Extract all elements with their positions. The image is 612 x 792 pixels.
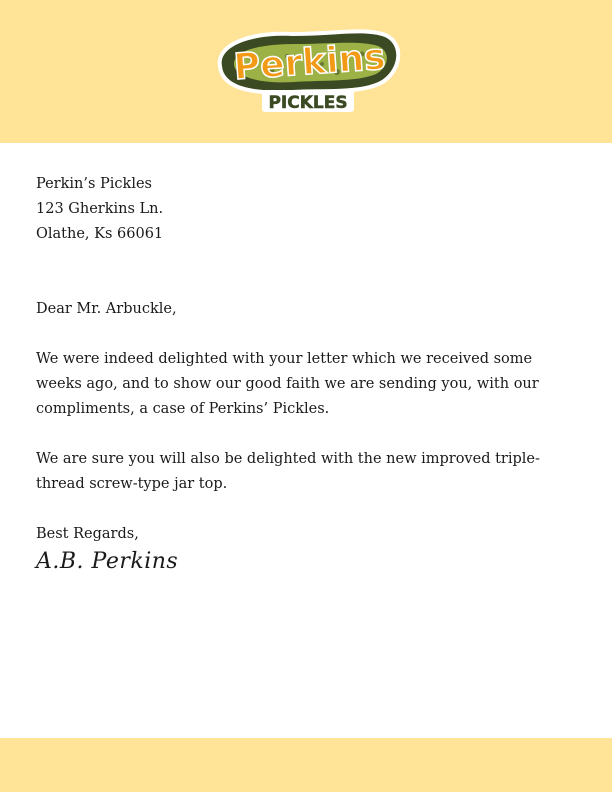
paragraph xyxy=(36,447,576,497)
letter-body xyxy=(36,172,576,577)
sender-address xyxy=(36,172,576,247)
address-line: Perkin’s Pickles xyxy=(36,176,152,192)
closing: Best Regards, xyxy=(36,526,139,542)
pickle-logo xyxy=(212,28,402,116)
logo-brand-text: Perkins xyxy=(232,36,387,89)
salutation: Dear Mr. Arbuckle, xyxy=(36,301,177,317)
paragraph-line: compliments, a case of Perkins’ Pickles. xyxy=(36,401,330,417)
signature: A.B. Perkins xyxy=(36,549,179,574)
address-line: Olathe, Ks 66061 xyxy=(36,226,164,242)
logo-sub-text: PICKLES xyxy=(268,93,348,113)
footer-band xyxy=(0,738,612,792)
paragraph-line: We were indeed delighted with your letter which we received some xyxy=(36,351,533,367)
pickle-logo-icon xyxy=(212,28,402,116)
paragraph-line: weeks ago, and to show our good faith we are sending you, with our xyxy=(36,376,539,392)
address-line: 123 Gherkins Ln. xyxy=(36,201,164,217)
paragraph xyxy=(36,347,576,422)
paragraph-line: thread screw-type jar top. xyxy=(36,476,228,492)
paragraph-line: We are sure you will also be delighted with the new improved triple- xyxy=(36,451,540,467)
